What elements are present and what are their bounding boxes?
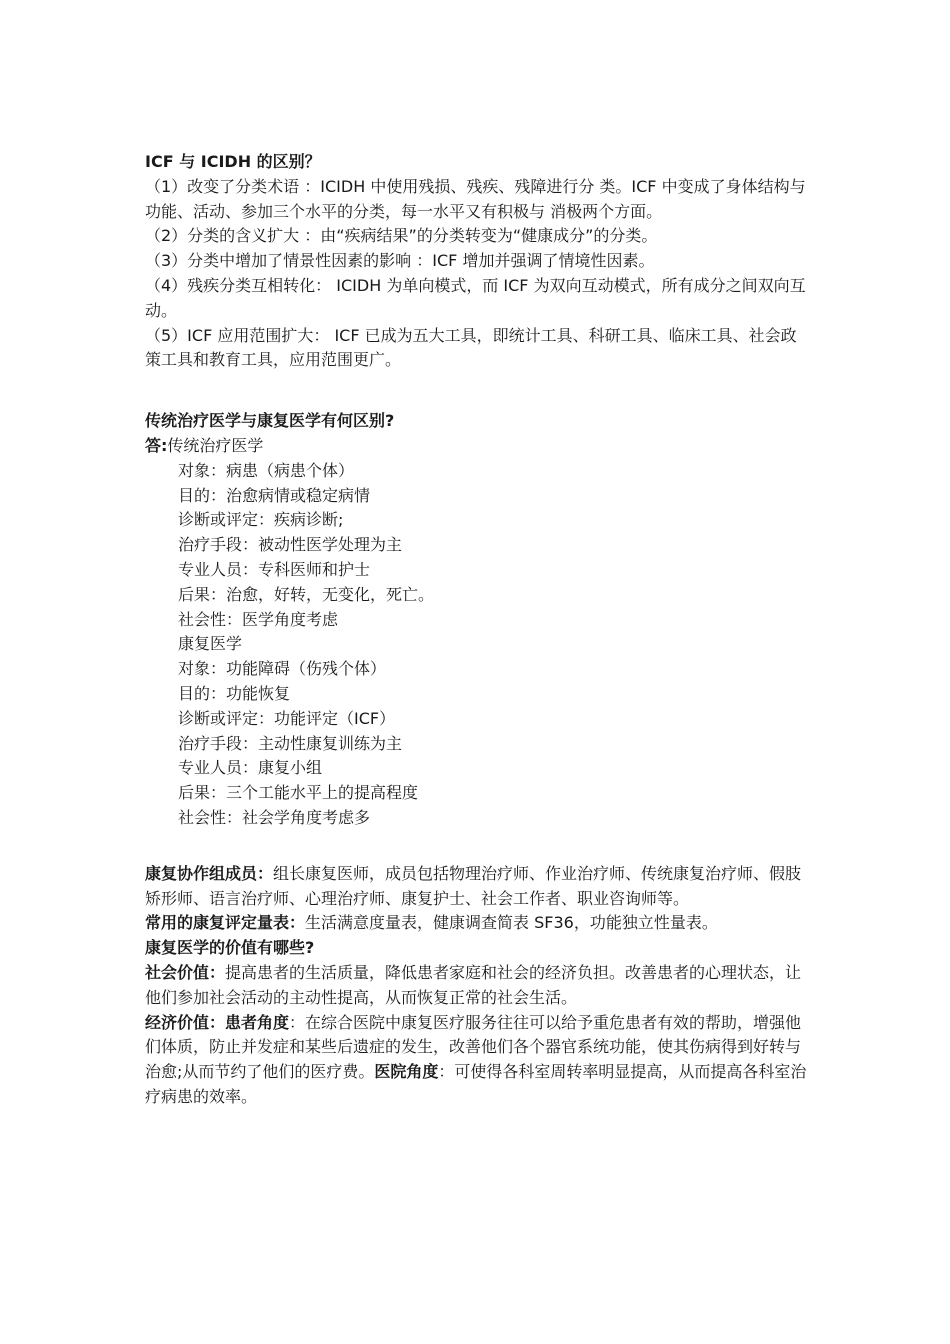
comparison-item: 治疗手段：主动性康复训练为主 [178, 733, 403, 753]
comparison-item: 专业人员：专科医师和护士 [178, 559, 371, 579]
icf-icidh-title: ICF 与 ICIDH 的区别？ [145, 152, 321, 171]
social-text: 提高患者的生活质量，降低患者家庭和社会的经济负担。改善患者的心理状态，让他们参加社会活动的主动性提高，从而恢复正常的社会生活。 [145, 962, 802, 1007]
team-label: 康复协作组成员： [145, 863, 274, 883]
hospital-text: ：可使得各科室周转率明显提高，从而提高各科室治疗病患的效率。 [145, 1062, 807, 1106]
team-members-paragraph [145, 862, 810, 912]
icf-point-5: （5）ICF 应用范围扩大： ICF 已成为五大工具，即统计工具、科研工具、临床工具、社会政策工具和教育工具，应用范围更广。 [145, 325, 797, 370]
comparison-item: 目的：功能恢复 [178, 683, 291, 703]
document-content [145, 150, 810, 1110]
comparison-item: 社会性：社会学角度考虑多 [178, 807, 371, 827]
comparison-item: 社会性：医学角度考虑 [178, 609, 339, 629]
comparison-item: 诊断或评定：疾病诊断; [178, 510, 344, 530]
patient-text: ：在综合医院中康复医疗服务往往可以给予重危患者有效的帮助，增强他们体质，防止并发症和某些后遗症的发生，改善他们各个器官系统功能，使其伤病得到好转与治愈;从而节约了他们的医疗费。 [145, 1012, 802, 1082]
icf-point-4: （4）残疾分类互相转化： ICIDH 为单向模式，而 ICF 为双向互动模式，所有成分之间双向互动。 [145, 275, 806, 320]
value-title: 康复医学的价值有哪些? [145, 938, 315, 958]
social-label: 社会价值： [145, 962, 226, 982]
comparison-item: 目的：治愈病情或稳定病情 [178, 485, 371, 505]
scale-text: 生活满意度量表，健康调查简表 SF36，功能独立性量表。 [305, 913, 718, 933]
comparison-item: 后果：三个工能水平上的提高程度 [178, 783, 419, 803]
icf-point-3: （3）分类中增加了情景性因素的影响 ：ICF 增加并强调了情境性因素。 [145, 251, 655, 271]
comparison-item: 专业人员：康复小组 [178, 758, 323, 778]
economic-value-paragraph [145, 1011, 810, 1110]
icf-point-2: （2）分类的含义扩大 ：由“疾病结果”的分类转变为“健康成分”的分类。 [145, 226, 658, 246]
scale-label: 常用的康复评定量表： [145, 913, 306, 933]
answer-first-text: 传统治疗医学 [167, 435, 264, 455]
patient-label: 患者角度 [225, 1012, 290, 1032]
hospital-label: 医院角度 [374, 1062, 439, 1082]
spacer [145, 831, 810, 862]
econ-label: 经济价值： [145, 1012, 226, 1032]
comparison-item: 对象：功能障碍（伤残个体） [178, 659, 387, 679]
icf-point-1: （1）改变了分类术语 ：ICIDH 中使用残损、残疾、残障进行分 类。ICF 中变成了身体结构与功能、活动、参加三个水平的分类，每一水平又有积极与 消极两个方面。 [145, 176, 806, 221]
answer-line [145, 434, 810, 459]
answer-label: 答: [145, 435, 168, 455]
spacer [145, 373, 810, 409]
comparison-item: 康复医学 [178, 634, 243, 654]
team-text: 组长康复医师，成员包括物理治疗师、作业治疗师、传统康复治疗师、假肢矫形师、语言治疗师、心理治疗师、康复护士、社会工作者、职业咨询师等。 [145, 863, 802, 908]
comparison-item: 治疗手段：被动性医学处理为主 [178, 535, 403, 555]
comparison-item: 诊断或评定：功能评定（ICF） [178, 708, 396, 728]
social-value-paragraph [145, 961, 810, 1011]
comparison-item: 后果：治愈，好转，无变化，死亡。 [178, 584, 435, 604]
comparison-item: 对象：病患（病患个体） [178, 460, 355, 480]
assessment-scales-paragraph [145, 911, 810, 936]
medicine-comparison-title: 传统治疗医学与康复医学有何区别? [145, 411, 395, 431]
comparison-list [145, 459, 810, 831]
